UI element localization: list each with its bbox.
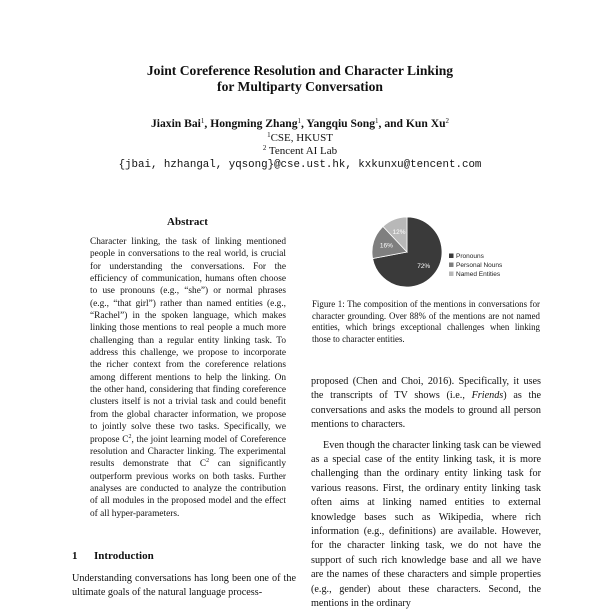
pie-slice-label: 16% xyxy=(379,242,393,250)
paragraph: Even though the character linking task can be viewed as a special case of the entity linking task, it is more challenging than the ordinary entity linking task for various reasons. First, the ordinary entity linking task often aims at linking named entities to external knowledge bases such as Wikipedia, where rich information (e.g., definitions) are available. However, for the character linking task, we do not have the support of such rich knowledge base and all we have are the names of these characters and simple properties (e.g., gender) about these characters. Second, the mentions in the ordinary xyxy=(311,439,541,610)
author-affil-mark: 1 xyxy=(200,117,205,125)
author-name: Yangqiu Song xyxy=(306,117,376,130)
legend-swatch xyxy=(449,272,454,277)
paragraph xyxy=(311,375,541,433)
author-separator: , xyxy=(204,117,211,130)
author-name: Hongming Zhang xyxy=(210,117,298,130)
title-line-1: Joint Coreference Resolution and Character Linking xyxy=(146,63,454,78)
title-line-2: for Multiparty Conversation xyxy=(217,79,383,94)
legend-swatch xyxy=(449,263,454,268)
right-column-text xyxy=(311,375,541,612)
author-name: Jiaxin Bai xyxy=(150,117,201,130)
figure-1-caption: Figure 1: The composition of the mentions in conversations for character grounding. Over 88% of the mentions are not named entities, which brings exceptional challenges when linking those to character entities. xyxy=(312,299,540,344)
author-affil-mark: 1 xyxy=(297,117,301,125)
show-title-friends: Friends xyxy=(471,390,504,402)
paragraph-text: proposed (Chen and Choi, 2016). Specifically, it uses the transcripts of TV shows (i.e., xyxy=(311,376,541,402)
legend-label: Named Entities xyxy=(456,271,501,278)
section-number: 1 xyxy=(72,550,78,562)
introduction-text: Understanding conversations has long been one of the ultimate goals of the natural language process- xyxy=(72,573,296,598)
paper-title xyxy=(60,63,540,95)
mention-composition-pie-chart xyxy=(360,210,540,294)
author-separator: , and xyxy=(378,117,406,130)
pie-slices xyxy=(372,217,442,287)
chart-legend xyxy=(449,253,503,278)
affiliation-1 xyxy=(60,132,540,145)
author-affil-mark: 2 xyxy=(445,117,450,125)
legend-label: Personal Nouns xyxy=(456,262,503,269)
affiliation-2 xyxy=(60,145,540,158)
section-title: Introduction xyxy=(94,550,154,562)
affiliation-text: CSE, HKUST xyxy=(270,132,333,144)
abstract-text: can significantly outperform previous works on both tasks. Further analyses are conducted to analyze the contribution of all modules in the proposed model and the effect of all hyper-parameters. xyxy=(90,459,286,519)
legend-label: Pronouns xyxy=(456,253,484,260)
abstract-text: Character linking, the task of linking mentioned people in conversations to the real world, is crucial for understanding the conversations. For the efficiency of communication, humans often choose to use pronouns (e.g., “she”) or normal phrases (e.g., “that girl”) rather than named entities (e.g., “Rachel”) in the spoken language, which makes linking those mentions to real people a much more challenging than a regular entity linking task. To address this challenge, we propose to incorporate the richer context from the coreference relations among different mentions to help the linking. On the other hand, considering that finding coreference clusters itself is not a trivial task and could benefit from the global character information, we propose to jointly solve these two tasks. Specifically, we propose C xyxy=(90,237,286,445)
legend-swatch xyxy=(449,254,454,259)
abstract-heading: Abstract xyxy=(167,216,208,228)
affiliation-mark: 2 xyxy=(262,144,267,152)
pie-slice-label: 72% xyxy=(417,263,431,271)
abstract-superscript: 2 xyxy=(206,458,210,465)
pie-slice-label: 12% xyxy=(392,229,406,237)
author-separator: , xyxy=(301,117,307,130)
author-name: Kun Xu xyxy=(405,117,446,130)
section-heading-introduction xyxy=(72,550,302,562)
paragraph-text: ) as the conversations and asks the models to ground all person mentions to characters. xyxy=(311,390,541,431)
author-emails: {jbai, hzhangal, yqsong}@cse.ust.hk, kxkunxu@tencent.com xyxy=(118,159,482,171)
affiliation-text: Tencent AI Lab xyxy=(268,145,338,157)
abstract-superscript: 2 xyxy=(128,433,132,440)
abstract-body xyxy=(90,236,286,520)
author-affil-mark: 1 xyxy=(375,117,379,125)
affiliation-mark: 1 xyxy=(267,131,271,139)
abstract-text: , the joint learning model of Coreference resolution and Character linking. The experimental results demonstrate that C xyxy=(90,434,286,470)
author-list xyxy=(60,116,540,131)
